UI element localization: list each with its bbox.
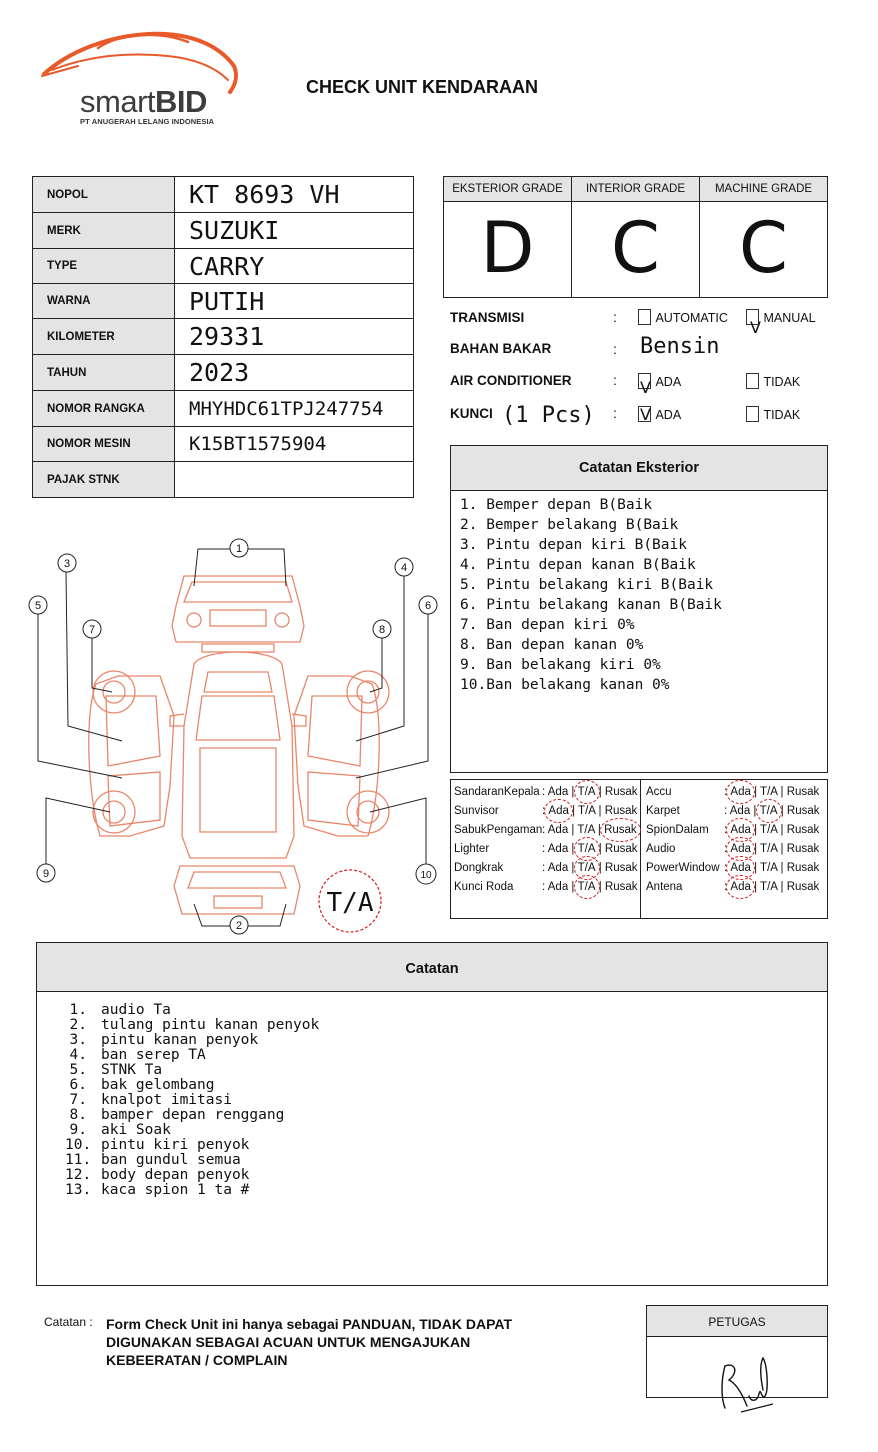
note-number: 12. <box>65 1167 92 1183</box>
accessory-options <box>724 878 819 896</box>
note-text: kaca spion 1 ta # <box>101 1182 250 1198</box>
petugas-box <box>646 1305 828 1398</box>
note-text: bamper depan renggang <box>101 1107 285 1123</box>
accessory-name: SandaranKepala <box>454 786 540 798</box>
option-separator: | <box>568 862 578 874</box>
notes-list <box>65 1003 319 1198</box>
callout-numbers <box>35 543 432 932</box>
option-separator: : <box>724 824 728 836</box>
option-separator: : <box>542 824 546 836</box>
option-rusak: Rusak <box>604 881 638 893</box>
manual-label: MANUAL <box>763 311 816 325</box>
kunci-ada-label: ADA <box>655 408 682 422</box>
transmisi-automatic-option <box>638 309 728 330</box>
option-ta: T/A <box>578 859 596 877</box>
option-separator: | <box>568 805 579 817</box>
option-rusak: Rusak <box>786 862 820 874</box>
option-separator: : <box>542 805 546 817</box>
option-separator: | <box>594 824 605 836</box>
option-rusak: Rusak <box>604 843 638 855</box>
accessory-name: Dongkrak <box>454 862 504 874</box>
accessories-box <box>450 779 828 919</box>
bahan-bakar-value: Bensin <box>640 334 720 359</box>
option-separator: | <box>595 805 605 817</box>
list-item: 2. Bemper belakang B(Baik <box>460 517 679 533</box>
note-text: STNK Ta <box>101 1062 163 1078</box>
list-item: 3. Pintu depan kiri B(Baik <box>460 537 687 553</box>
value-nomor-rangka: MHYHDC61TPJ247754 <box>175 391 414 427</box>
kunci-tidak-checkbox <box>746 406 759 422</box>
ac-tidak-checkbox <box>746 373 759 389</box>
kunci-colon: : <box>613 405 617 421</box>
list-item <box>65 1153 319 1168</box>
list-item <box>65 1108 319 1123</box>
note-text: ban serep TA <box>101 1047 206 1063</box>
footer-disclaimer: Form Check Unit ini hanya sebagai PANDUAN, TIDAK DAPAT DIGUNAKAN SEBAGAI ACUAN UNTUK MENGAJUKAN KEBEERATAN / COMPLAIN <box>106 1316 513 1368</box>
value-nomor-mesin: K15BT1575904 <box>175 427 414 462</box>
label-nopol: NOPOL <box>33 177 175 213</box>
exterior-grade <box>444 177 572 297</box>
logo-subtitle: PT ANUGERAH LELANG INDONESIA <box>80 117 215 126</box>
accessory-name: Karpet <box>646 805 680 817</box>
option-separator: : <box>542 843 546 855</box>
option-separator: | <box>568 881 578 893</box>
kunci-tidak-label: TIDAK <box>763 408 801 422</box>
option-separator: : <box>542 862 546 874</box>
accessories-divider <box>640 780 641 918</box>
note-text: ban gundul semua <box>101 1152 241 1168</box>
value-warna: PUTIH <box>175 284 414 319</box>
ac-ada-check-mark: V <box>640 378 651 397</box>
signature-icon <box>647 1336 827 1414</box>
manual-check-mark: V <box>750 318 761 337</box>
car-damage-diagram <box>24 536 444 936</box>
callout-6: 6 <box>424 600 432 612</box>
note-number: 5. <box>69 1062 87 1078</box>
note-text: audio Ta <box>101 1002 171 1018</box>
option-separator: : <box>724 786 728 798</box>
note-number: 4. <box>69 1047 87 1063</box>
option-separator: | <box>595 786 605 798</box>
list-item <box>65 1048 319 1063</box>
callout-lines <box>38 549 428 926</box>
option-ada: Ada <box>547 881 569 893</box>
value-kilometer: 29331 <box>175 319 414 355</box>
exterior-notes-title: Catatan Eksterior <box>451 446 827 491</box>
list-item <box>65 1168 319 1183</box>
label-nomor-rangka: NOMOR RANGKA <box>33 391 175 427</box>
option-separator: : <box>724 862 728 874</box>
option-separator: | <box>595 862 605 874</box>
exterior-grade-value: D <box>480 207 535 289</box>
list-item <box>65 1183 319 1198</box>
value-type: CARRY <box>175 249 414 284</box>
vehicle-info-table <box>32 176 414 498</box>
list-item <box>65 1138 319 1153</box>
option-ta: T/A <box>760 881 778 893</box>
row-type <box>33 249 414 284</box>
row-nopol <box>33 177 414 213</box>
list-item: 4. Pintu depan kanan B(Baik <box>460 557 696 573</box>
accessory-name: Kunci Roda <box>454 881 514 893</box>
ac-tidak-option <box>746 373 800 394</box>
value-tahun: 2023 <box>175 355 414 391</box>
list-item: 8. Ban depan kanan 0% <box>460 637 644 653</box>
ta-stamp-text: T/A <box>326 888 374 918</box>
ac-ada-label: ADA <box>655 375 682 389</box>
note-text: body depan penyok <box>101 1167 250 1183</box>
callout-circles <box>29 539 437 934</box>
option-ada: Ada <box>730 859 750 877</box>
note-text: tulang pintu kanan penyok <box>101 1017 320 1033</box>
grade-box <box>443 176 828 298</box>
option-separator: | <box>568 824 578 836</box>
option-ta: T/A <box>760 824 778 836</box>
label-kilometer: KILOMETER <box>33 319 175 355</box>
option-separator: | <box>777 824 787 836</box>
row-warna <box>33 284 414 319</box>
kunci-tidak-option <box>746 406 800 427</box>
note-text: knalpot imitasi <box>101 1092 232 1108</box>
option-rusak: Rusak <box>604 821 637 839</box>
note-text: pintu kiri penyok <box>101 1137 250 1153</box>
option-ada: Ada <box>730 783 750 801</box>
option-ada: Ada <box>547 786 569 798</box>
option-separator: | <box>777 805 787 817</box>
note-number: 11. <box>65 1152 92 1168</box>
callout-4: 4 <box>400 562 408 574</box>
accessory-name: SabukPengaman <box>454 824 543 836</box>
list-item <box>65 1018 319 1033</box>
option-ta: T/A <box>578 878 596 896</box>
option-rusak: Rusak <box>604 805 638 817</box>
option-separator: | <box>750 824 761 836</box>
option-separator: | <box>750 786 761 798</box>
notes-box <box>36 942 828 1286</box>
row-nomor-rangka <box>33 391 414 427</box>
option-ta: T/A <box>578 840 596 858</box>
option-separator: : <box>724 843 728 855</box>
machine-grade <box>700 177 827 297</box>
option-rusak: Rusak <box>604 786 638 798</box>
row-pajak-stnk <box>33 462 414 498</box>
callout-5: 5 <box>34 600 42 612</box>
option-separator: | <box>777 862 787 874</box>
accessory-name: Antena <box>646 881 683 893</box>
note-number: 3. <box>69 1032 87 1048</box>
option-ta: T/A <box>760 843 778 855</box>
callout-2: 2 <box>235 920 243 932</box>
automatic-checkbox <box>638 309 651 325</box>
exterior-grade-label: EKSTERIOR GRADE <box>444 177 571 202</box>
ac-colon: : <box>613 372 617 388</box>
option-ta: T/A <box>577 824 595 836</box>
option-separator: | <box>750 862 761 874</box>
label-warna: WARNA <box>33 284 175 319</box>
label-tahun: TAHUN <box>33 355 175 391</box>
machine-grade-value: C <box>739 207 788 289</box>
kunci-ada-check-mark: V <box>640 405 651 424</box>
option-ada: Ada <box>547 824 569 836</box>
option-ada: Ada <box>547 843 569 855</box>
callout-1: 1 <box>235 543 243 555</box>
option-ta: T/A <box>578 805 596 817</box>
note-number: 7. <box>69 1092 87 1108</box>
option-separator: | <box>750 805 760 817</box>
option-ada: Ada <box>547 862 569 874</box>
list-item <box>65 1093 319 1108</box>
option-separator: | <box>568 843 578 855</box>
option-ada: Ada <box>730 878 750 896</box>
list-item <box>65 1123 319 1138</box>
interior-grade <box>572 177 700 297</box>
option-rusak: Rusak <box>786 786 820 798</box>
exterior-notes-box <box>450 445 828 773</box>
note-number: 13. <box>65 1182 92 1198</box>
callout-7: 7 <box>88 624 96 636</box>
petugas-label: PETUGAS <box>647 1306 827 1337</box>
value-nopol: KT 8693 VH <box>175 177 414 213</box>
bahan-bakar-label: BAHAN BAKAR <box>450 341 552 356</box>
option-separator: | <box>777 786 787 798</box>
interior-grade-label: INTERIOR GRADE <box>572 177 699 202</box>
callout-8: 8 <box>378 624 386 636</box>
callout-9: 9 <box>42 868 50 880</box>
row-nomor-mesin <box>33 427 414 462</box>
option-ada: Ada <box>730 840 750 858</box>
label-pajak-stnk: PAJAK STNK <box>33 462 175 498</box>
ac-label: AIR CONDITIONER <box>450 373 572 388</box>
automatic-label: AUTOMATIC <box>655 311 728 325</box>
note-text: aki Soak <box>101 1122 171 1138</box>
accessory-name: SpionDalam <box>646 824 709 836</box>
list-item <box>65 1003 319 1018</box>
row-merk <box>33 213 414 249</box>
note-number: 6. <box>69 1077 87 1093</box>
list-item: 9. Ban belakang kiri 0% <box>460 657 661 673</box>
ac-tidak-label: TIDAK <box>763 375 801 389</box>
accessory-name: Lighter <box>454 843 490 855</box>
accessory-name: Accu <box>646 786 672 798</box>
kunci-label: KUNCI <box>450 406 493 421</box>
option-separator: | <box>595 881 605 893</box>
option-rusak: Rusak <box>786 824 820 836</box>
option-separator: | <box>777 881 787 893</box>
notes-title: Catatan <box>37 943 827 992</box>
transmisi-label: TRANSMISI <box>450 310 525 325</box>
option-separator: | <box>750 881 761 893</box>
document-title: CHECK UNIT KENDARAAN <box>306 77 538 97</box>
option-rusak: Rusak <box>786 805 820 817</box>
accessory-options <box>542 878 638 896</box>
option-separator: : <box>542 881 546 893</box>
note-number: 10. <box>65 1137 92 1153</box>
list-item: 7. Ban depan kiri 0% <box>460 617 635 633</box>
bahan-bakar-colon: : <box>613 341 617 357</box>
accessory-name: Sunvisor <box>454 805 499 817</box>
exterior-notes-list <box>460 495 827 695</box>
note-text: bak gelombang <box>101 1077 215 1093</box>
row-tahun <box>33 355 414 391</box>
label-nomor-mesin: NOMOR MESIN <box>33 427 175 462</box>
list-item: 6. Pintu belakang kanan B(Baik <box>460 597 722 613</box>
option-ta: T/A <box>760 802 778 820</box>
footer-label: Catatan : <box>44 1315 93 1329</box>
kunci-count: (1 Pcs) <box>502 403 595 428</box>
callout-3: 3 <box>63 558 71 570</box>
option-ada: Ada <box>548 802 568 820</box>
list-item: 10.Ban belakang kanan 0% <box>460 677 670 693</box>
logo-wordmark: smartBID <box>80 84 207 119</box>
list-item: 5. Pintu belakang kiri B(Baik <box>460 577 714 593</box>
option-ta: T/A <box>578 783 596 801</box>
option-separator: : <box>724 881 728 893</box>
option-separator: | <box>777 843 787 855</box>
car-outline-icon <box>24 536 444 936</box>
callout-10: 10 <box>420 870 432 881</box>
option-ada: Ada <box>730 821 750 839</box>
value-pajak-stnk <box>175 462 414 498</box>
note-text: pintu kanan penyok <box>101 1032 259 1048</box>
row-kilometer <box>33 319 414 355</box>
machine-grade-label: MACHINE GRADE <box>700 177 827 202</box>
value-merk: SUZUKI <box>175 213 414 249</box>
option-rusak: Rusak <box>786 843 820 855</box>
note-number: 9. <box>69 1122 87 1138</box>
option-rusak: Rusak <box>786 881 820 893</box>
option-separator: : <box>724 805 728 817</box>
option-rusak: Rusak <box>604 862 638 874</box>
transmisi-colon: : <box>613 309 617 325</box>
list-item <box>65 1033 319 1048</box>
option-separator: | <box>750 843 761 855</box>
list-item: 1. Bemper depan B(Baik <box>460 497 653 513</box>
car-outline-shapes <box>89 576 389 914</box>
smartbid-logo <box>38 26 248 136</box>
list-item <box>65 1078 319 1093</box>
label-merk: MERK <box>33 213 175 249</box>
option-ada: Ada <box>729 805 751 817</box>
option-separator: | <box>568 786 578 798</box>
accessory-name: PowerWindow <box>646 862 720 874</box>
note-number: 8. <box>69 1107 87 1123</box>
option-separator: | <box>595 843 605 855</box>
option-ta: T/A <box>760 786 778 798</box>
note-number: 1. <box>69 1002 87 1018</box>
option-separator: : <box>542 786 546 798</box>
option-ta: T/A <box>760 862 778 874</box>
accessory-name: Audio <box>646 843 676 855</box>
label-type: TYPE <box>33 249 175 284</box>
interior-grade-value: C <box>611 207 660 289</box>
note-number: 2. <box>69 1017 87 1033</box>
list-item <box>65 1063 319 1078</box>
